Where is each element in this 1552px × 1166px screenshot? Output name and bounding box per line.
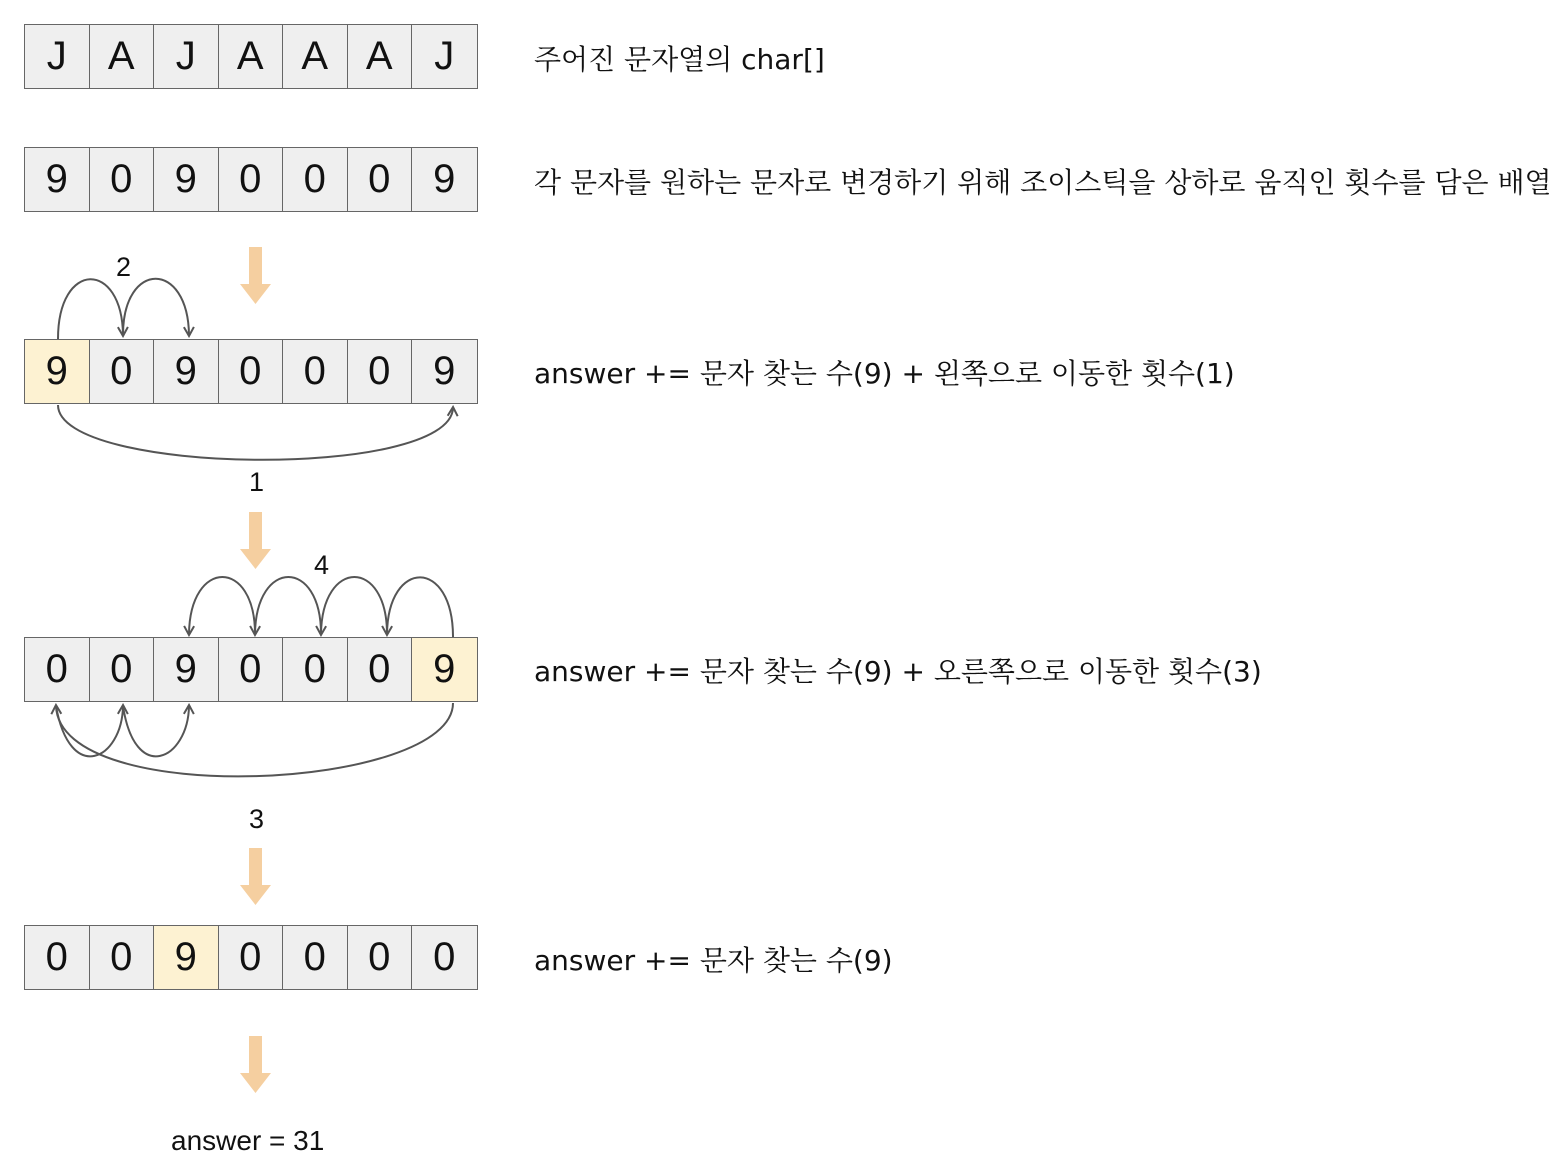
- array-cell: 9: [412, 340, 477, 403]
- row1-description: 주어진 문자열의 char[]: [534, 43, 825, 76]
- curve-arrow: [58, 279, 123, 339]
- array-cell: A: [283, 25, 348, 88]
- curve-arrow: [123, 706, 189, 756]
- array-cell: 0: [348, 340, 413, 403]
- array-cell: 0: [90, 340, 155, 403]
- down-arrow-icon: [240, 848, 271, 905]
- array-cell: A: [348, 25, 413, 88]
- array-cell: 0: [283, 340, 348, 403]
- move-count-label: 2: [116, 252, 132, 282]
- array-cell: A: [219, 25, 284, 88]
- array-cell: 9: [412, 148, 477, 211]
- curve-arrow: [387, 577, 453, 637]
- array-cell: 0: [348, 148, 413, 211]
- array-cell: 0: [25, 926, 90, 989]
- curve-arrow: [56, 703, 453, 776]
- array-cell: 0: [219, 148, 284, 211]
- array-cell: 0: [412, 926, 477, 989]
- array-cell: 9: [25, 148, 90, 211]
- down-arrow-icon: [240, 512, 271, 569]
- array-cell: 0: [90, 148, 155, 211]
- array-cell-highlighted: 9: [412, 638, 477, 701]
- array-cell: J: [25, 25, 90, 88]
- array-cell: 0: [283, 926, 348, 989]
- array-cell: A: [90, 25, 155, 88]
- step1-curves: [58, 279, 453, 460]
- array-cell: 0: [90, 926, 155, 989]
- row4-description: answer += 문자 찾는 수(9) + 오른쪽으로 이동한 횟수(3): [534, 655, 1262, 688]
- array-cell: J: [412, 25, 477, 88]
- row3-description: answer += 문자 찾는 수(9) + 왼쪽으로 이동한 횟수(1): [534, 357, 1235, 390]
- curve-arrow: [189, 577, 255, 634]
- down-arrow-icon: [240, 1036, 271, 1093]
- row5-description: answer += 문자 찾는 수(9): [534, 944, 893, 977]
- move-count-label: 3: [249, 804, 265, 834]
- curve-arrow: [123, 279, 189, 335]
- curve-arrow: [321, 577, 387, 634]
- result-text: answer = 31: [171, 1125, 325, 1156]
- array-cell-highlighted: 9: [25, 340, 90, 403]
- move-count-label: 1: [249, 467, 265, 497]
- curve-arrow: [255, 577, 321, 634]
- array-cell: 0: [219, 926, 284, 989]
- array-cell: 0: [348, 926, 413, 989]
- array-cell: 9: [154, 148, 219, 211]
- array-cell: 0: [25, 638, 90, 701]
- array-cell: 0: [283, 638, 348, 701]
- array-cell: 9: [154, 638, 219, 701]
- array-cell: 0: [348, 638, 413, 701]
- array-cell: 9: [154, 340, 219, 403]
- array-cell: 0: [283, 148, 348, 211]
- row2-description: 각 문자를 원하는 문자로 변경하기 위해 조이스틱을 상하로 움직인 횟수를 담은 배열: [534, 166, 1552, 199]
- step2-curves: [56, 577, 453, 776]
- array-cell: 0: [219, 340, 284, 403]
- array-cell-highlighted: 9: [154, 926, 219, 989]
- curve-arrow: [58, 405, 453, 460]
- flow-arrows: [240, 247, 271, 1093]
- move-count-label: 4: [314, 550, 330, 580]
- array-cell: J: [154, 25, 219, 88]
- array-cell: 0: [219, 638, 284, 701]
- array-cell: 0: [90, 638, 155, 701]
- down-arrow-icon: [240, 247, 271, 304]
